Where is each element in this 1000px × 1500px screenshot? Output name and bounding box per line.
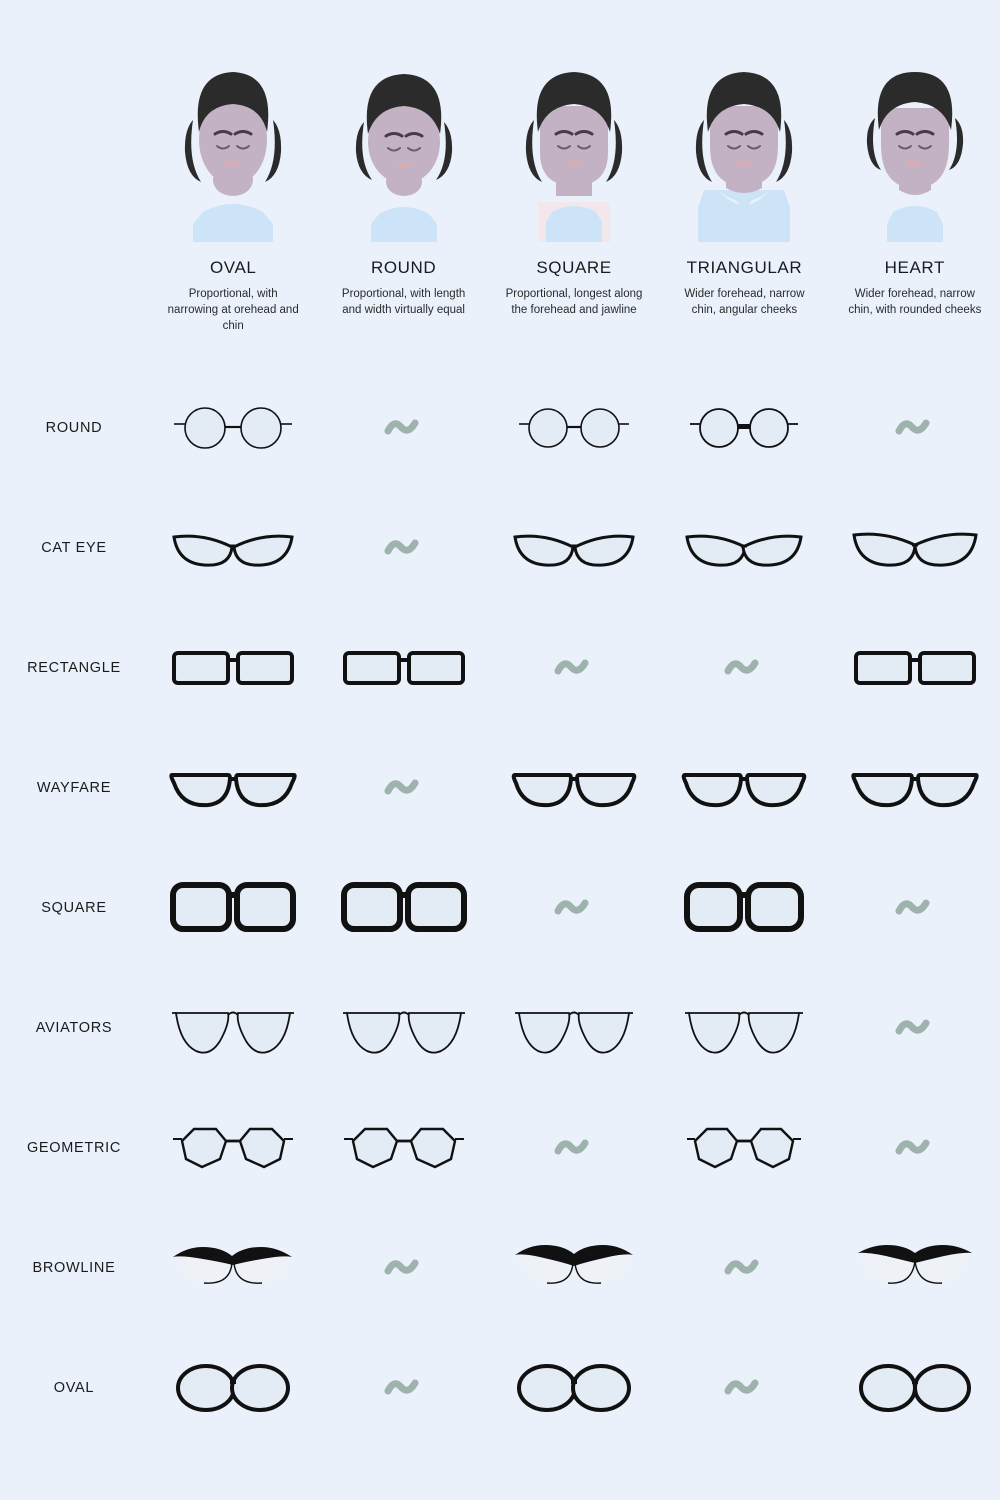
tilde-icon <box>895 1135 935 1161</box>
frame-style-label: OVAL <box>53 1380 95 1396</box>
glasses-cat-eye-icon <box>850 517 980 579</box>
glasses-wayfare-icon <box>679 757 809 819</box>
tilde-icon <box>554 655 594 681</box>
cell-browline-triangular <box>659 1208 829 1328</box>
cell-geometric-square <box>489 1088 659 1208</box>
frame-row-rectangle <box>0 608 1000 728</box>
cell-cateye-triangular <box>659 488 829 608</box>
tilde-icon <box>895 895 935 921</box>
tilde-icon <box>384 535 424 561</box>
glasses-geometric-icon <box>168 1117 298 1179</box>
glasses-wayfare-icon <box>509 757 639 819</box>
cell-aviators-round <box>318 968 488 1088</box>
face-description: Wider forehead, narrow chin, angular cheeks <box>684 288 805 316</box>
cell-square-square <box>489 848 659 968</box>
cell-browline-round <box>318 1208 488 1328</box>
face-name: TRIANGULAR <box>686 258 803 277</box>
cell-cateye-oval <box>148 488 318 608</box>
cell-geometric-oval <box>148 1088 318 1208</box>
tilde-icon <box>384 415 424 441</box>
face-name: OVAL <box>209 258 257 277</box>
cell-square-round <box>318 848 488 968</box>
face-name: HEART <box>884 258 945 277</box>
glasses-rectangle-icon <box>339 637 469 699</box>
cell-cateye-square <box>489 488 659 608</box>
cell-wayfare-square <box>489 728 659 848</box>
frame-row-round <box>0 368 1000 488</box>
face-description: Proportional, longest along the forehead and jawline <box>505 288 643 316</box>
frame-style-label: CAT EYE <box>41 540 107 556</box>
glasses-browline-icon <box>509 1237 639 1299</box>
glasses-wayfare-icon <box>168 757 298 819</box>
face-description: Wider forehead, narrow chin, with rounded cheeks <box>848 288 982 316</box>
cell-browline-square <box>489 1208 659 1328</box>
glasses-square-icon <box>168 877 298 939</box>
cell-wayfare-oval <box>148 728 318 848</box>
face-cell-heart <box>830 0 1000 368</box>
cell-square-heart <box>830 848 1000 968</box>
cell-geometric-round <box>318 1088 488 1208</box>
tilde-icon <box>895 415 935 441</box>
tilde-icon <box>724 1375 764 1401</box>
header-label-spacer <box>0 0 148 368</box>
glasses-cat-eye-icon <box>168 517 298 579</box>
frame-row-oval <box>0 1328 1000 1448</box>
cell-oval-oval <box>148 1328 318 1448</box>
frame-style-label: ROUND <box>45 420 103 436</box>
cell-round-triangular <box>659 368 829 488</box>
frame-style-label: BROWLINE <box>32 1260 116 1276</box>
cell-cateye-round <box>318 488 488 608</box>
frame-row-cat-eye <box>0 488 1000 608</box>
face-cell-square <box>489 0 659 368</box>
frame-row-geometric <box>0 1088 1000 1208</box>
glasses-wayfare-icon <box>850 757 980 819</box>
cell-wayfare-heart <box>830 728 1000 848</box>
face-cell-oval <box>148 0 318 368</box>
glasses-rectangle-icon <box>168 637 298 699</box>
face-square-icon <box>504 62 644 242</box>
cell-aviators-heart <box>830 968 1000 1088</box>
glasses-round-icon <box>679 397 809 459</box>
frame-style-label: WAYFARE <box>36 780 112 796</box>
tilde-icon <box>384 1255 424 1281</box>
frame-row-aviators <box>0 968 1000 1088</box>
tilde-icon <box>724 1255 764 1281</box>
glasses-rectangle-icon <box>850 637 980 699</box>
cell-oval-triangular <box>659 1328 829 1448</box>
face-description: Proportional, with narrowing at orehead and chin <box>167 288 299 332</box>
cell-oval-round <box>318 1328 488 1448</box>
cell-aviators-triangular <box>659 968 829 1088</box>
tilde-icon <box>554 1135 594 1161</box>
face-oval-icon <box>163 62 303 242</box>
cell-rectangle-triangular <box>659 608 829 728</box>
frame-style-label: RECTANGLE <box>27 660 121 676</box>
cell-rectangle-round <box>318 608 488 728</box>
cell-round-oval <box>148 368 318 488</box>
tilde-icon <box>895 1015 935 1041</box>
face-triangular-icon <box>674 62 814 242</box>
frame-style-label: GEOMETRIC <box>26 1140 122 1156</box>
face-cell-round <box>318 0 488 368</box>
cell-rectangle-oval <box>148 608 318 728</box>
glasses-cat-eye-icon <box>679 517 809 579</box>
tilde-icon <box>724 655 764 681</box>
glasses-oval-icon <box>168 1357 298 1419</box>
glasses-aviator-icon <box>509 997 639 1059</box>
glasses-round-icon <box>168 397 298 459</box>
cell-square-triangular <box>659 848 829 968</box>
glasses-aviator-icon <box>168 997 298 1059</box>
face-cell-triangular <box>659 0 829 368</box>
frame-row-browline <box>0 1208 1000 1328</box>
cell-rectangle-square <box>489 608 659 728</box>
cell-aviators-square <box>489 968 659 1088</box>
cell-rectangle-heart <box>830 608 1000 728</box>
cell-cateye-heart <box>830 488 1000 608</box>
cell-square-oval <box>148 848 318 968</box>
glasses-cat-eye-icon <box>509 517 639 579</box>
glasses-aviator-icon <box>339 997 469 1059</box>
frame-style-label: SQUARE <box>41 900 107 916</box>
cell-round-square <box>489 368 659 488</box>
glasses-geometric-icon <box>339 1117 469 1179</box>
glasses-square-icon <box>339 877 469 939</box>
cell-oval-square <box>489 1328 659 1448</box>
cell-geometric-heart <box>830 1088 1000 1208</box>
face-description: Proportional, with length and width virtually equal <box>341 288 466 316</box>
glasses-square-icon <box>679 877 809 939</box>
face-name: ROUND <box>370 258 437 277</box>
frame-row-wayfare <box>0 728 1000 848</box>
cell-wayfare-round <box>318 728 488 848</box>
cell-browline-heart <box>830 1208 1000 1328</box>
glasses-browline-icon <box>168 1237 298 1299</box>
frame-row-square <box>0 848 1000 968</box>
frame-style-grid <box>0 368 1000 1448</box>
cell-geometric-triangular <box>659 1088 829 1208</box>
tilde-icon <box>554 895 594 921</box>
cell-round-round <box>318 368 488 488</box>
face-round-icon <box>334 62 474 242</box>
glasses-oval-icon <box>850 1357 980 1419</box>
glasses-aviator-icon <box>679 997 809 1059</box>
cell-wayfare-triangular <box>659 728 829 848</box>
frame-style-label: AVIATORS <box>35 1020 113 1036</box>
glasses-round-icon <box>509 397 639 459</box>
cell-oval-heart <box>830 1328 1000 1448</box>
glasses-oval-icon <box>509 1357 639 1419</box>
cell-aviators-oval <box>148 968 318 1088</box>
cell-round-heart <box>830 368 1000 488</box>
face-name: SQUARE <box>536 258 612 277</box>
face-heart-icon <box>845 62 985 242</box>
tilde-icon <box>384 1375 424 1401</box>
cell-browline-oval <box>148 1208 318 1328</box>
tilde-icon <box>384 775 424 801</box>
face-shapes-header <box>0 0 1000 368</box>
glasses-browline-icon <box>850 1237 980 1299</box>
glasses-geometric-icon <box>679 1117 809 1179</box>
